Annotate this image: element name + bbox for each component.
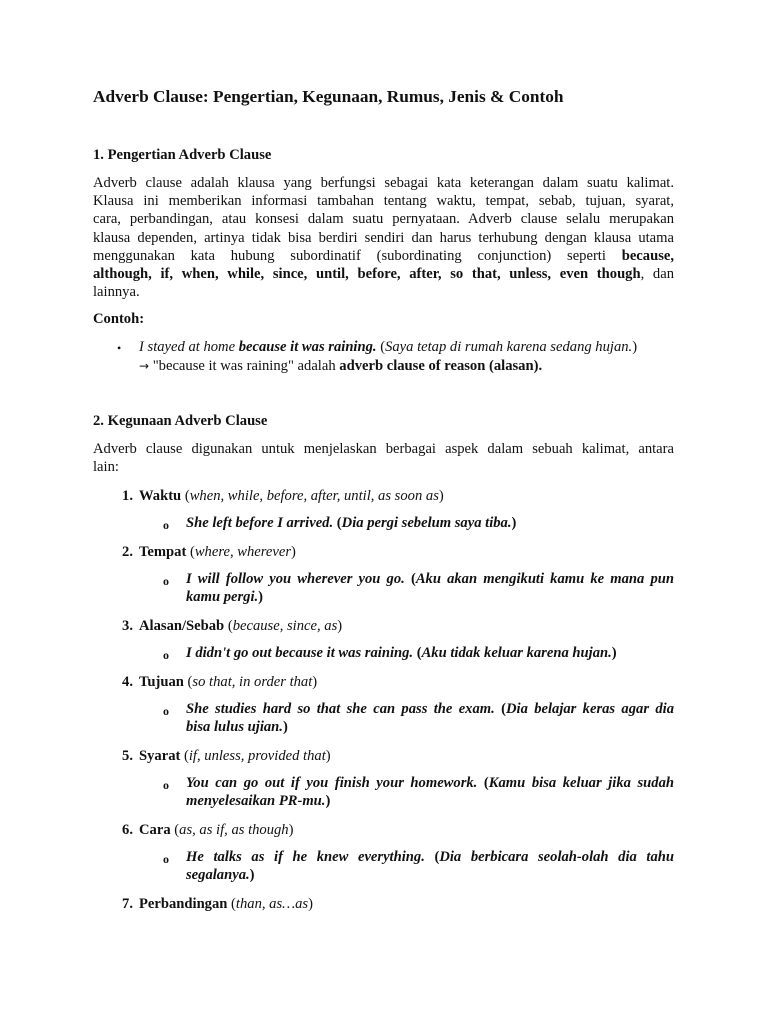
sub-bullet-icon: o: [163, 648, 169, 662]
paren: ): [438, 488, 444, 504]
paren: (: [413, 645, 422, 661]
example-line: [186, 570, 674, 588]
item-number: 2.: [122, 544, 133, 560]
example-tempat: [186, 570, 674, 606]
example-text: I stayed at home: [139, 339, 239, 355]
conjunction-list-start: because,: [621, 247, 674, 264]
example-line: [186, 514, 674, 532]
arrow-right-icon: →: [139, 359, 150, 373]
section-heading-kegunaan: 2. Kegunaan Adverb Clause: [93, 413, 268, 429]
example-translation: kamu pergi.: [186, 589, 259, 606]
item-number: 1.: [122, 488, 133, 504]
item-label: Cara: [139, 822, 171, 838]
example-translation: Kamu bisa keluar jika sudah: [488, 775, 674, 791]
explanation-text: "because it was raining" adalah: [149, 358, 340, 374]
list-item-tujuan: [139, 673, 317, 691]
paren: (: [180, 748, 189, 764]
paren: (: [477, 775, 489, 791]
kegunaan-intro: [93, 440, 674, 476]
paren: ): [632, 339, 638, 355]
paragraph-text: , dan: [640, 265, 675, 282]
paragraph-text: menggunakan kata hubung subordinatif (subordinating conjunction) seperti: [93, 247, 622, 264]
example-translation: segalanya.: [186, 867, 250, 884]
conjunction-list: although, if, when, while, since, until, before, after, so that, unless, even though: [93, 265, 641, 282]
item-number: 7.: [122, 896, 133, 912]
paren: (: [404, 571, 416, 587]
example-alasan: [186, 644, 674, 662]
paren: (: [494, 701, 506, 717]
sub-bullet-icon: o: [163, 852, 169, 866]
paren: (: [170, 822, 180, 838]
paren: ): [337, 618, 343, 634]
item-conjunctions: where, wherever: [194, 544, 292, 560]
example-translation: Dia belajar keras agar dia: [505, 701, 674, 717]
paren: ): [325, 748, 331, 764]
paren: (: [333, 515, 342, 531]
item-number: 4.: [122, 674, 133, 690]
example-line: [186, 644, 674, 662]
paragraph-line: Klausa ini memberikan informasi tambahan tentang waktu, tempat, sebab, tujuan, syarat,: [93, 193, 674, 210]
example-label: Contoh:: [93, 311, 145, 327]
example-text: You can go out if you finish your homework.: [186, 775, 478, 791]
example-line: [186, 774, 674, 792]
example-sentence: [139, 338, 637, 356]
example-translation: Dia pergi sebelum saya tiba.: [341, 515, 512, 531]
item-conjunctions: so that, in order that: [192, 674, 313, 690]
item-number: 5.: [122, 748, 133, 764]
example-translation: Aku akan mengikuti kamu ke mana pun: [415, 571, 674, 587]
item-label: Alasan/Sebab: [139, 618, 225, 634]
item-conjunctions: when, while, before, after, until, as soon as: [189, 488, 439, 504]
example-explanation: [139, 357, 542, 375]
example-text: I will follow you wherever you go.: [186, 571, 405, 587]
paragraph-line: lainnya.: [93, 284, 140, 301]
paragraph-line: [93, 247, 674, 265]
paragraph-line: Adverb clause adalah klausa yang berfungsi sebagai kata keterangan dalam suatu kalimat.: [93, 175, 674, 191]
paren: ): [258, 589, 264, 606]
definition-paragraph: [93, 174, 674, 301]
list-item-tempat: [139, 543, 296, 561]
example-text: He talks as if he knew everything.: [186, 849, 425, 865]
paragraph-line: [93, 265, 674, 283]
paren: (: [181, 488, 190, 504]
example-cara: [186, 848, 674, 884]
example-text: I didn't go out because it was raining.: [186, 645, 414, 661]
example-line: [186, 718, 674, 736]
example-waktu: [186, 514, 674, 532]
paren: ): [249, 867, 255, 884]
item-label: Perbandingan: [139, 896, 228, 912]
item-conjunctions: than, as…as: [235, 896, 309, 912]
list-item-perbandingan: [139, 895, 313, 913]
item-label: Syarat: [139, 748, 181, 764]
list-item-alasan: [139, 617, 342, 635]
paren: ): [511, 515, 517, 531]
sub-bullet-icon: o: [163, 704, 169, 718]
example-translation: menyelesaikan PR-mu.: [186, 793, 326, 810]
paren: ): [312, 674, 318, 690]
item-label: Waktu: [139, 488, 182, 504]
paren: (: [183, 674, 193, 690]
paren: ): [325, 793, 331, 810]
example-translation: bisa lulus ujian.: [186, 719, 283, 736]
sub-bullet-icon: o: [163, 518, 169, 532]
paren: ): [291, 544, 296, 560]
item-conjunctions: if, unless, provided that: [188, 748, 326, 764]
paragraph-line: lain:: [93, 459, 119, 476]
item-label: Tempat: [139, 544, 187, 560]
paren: (: [376, 339, 386, 355]
example-line: [186, 866, 674, 884]
item-number: 3.: [122, 618, 133, 634]
list-item-cara: [139, 821, 293, 839]
paren: (: [424, 849, 440, 865]
paren: ): [611, 645, 617, 661]
example-translation: Dia berbicara seolah-olah dia tahu: [439, 849, 674, 865]
paren: ): [282, 719, 288, 736]
paren: (: [186, 544, 195, 560]
paragraph-line: cara, perbandingan, atau konsesi dalam suatu pernyataan. Adverb clause selalu merupakan: [93, 211, 674, 228]
sub-bullet-icon: o: [163, 574, 169, 588]
item-conjunctions: as, as if, as though: [179, 822, 289, 838]
list-item-syarat: [139, 747, 331, 765]
item-conjunctions: because, since, as: [232, 618, 338, 634]
section-heading-pengertian: 1. Pengertian Adverb Clause: [93, 147, 272, 163]
bullet-icon: •: [117, 341, 122, 355]
paragraph-line: Adverb clause digunakan untuk menjelaskan berbagai aspek dalam sebuah kalimat, antara: [93, 441, 674, 457]
example-text: She left before I arrived.: [186, 515, 334, 531]
example-line: [186, 848, 674, 866]
sub-bullet-icon: o: [163, 778, 169, 792]
example-tujuan: [186, 700, 674, 736]
item-label: Tujuan: [139, 674, 184, 690]
paren: ): [308, 896, 313, 912]
explanation-bold: adverb clause of reason (alasan).: [339, 358, 543, 374]
example-line: [186, 792, 674, 810]
paren: (: [227, 896, 236, 912]
list-item-waktu: [139, 487, 444, 505]
example-line: [186, 588, 674, 606]
page-title: Adverb Clause: Pengertian, Kegunaan, Rumus, Jenis & Contoh: [93, 87, 564, 106]
example-syarat: [186, 774, 674, 810]
paren: (: [224, 618, 233, 634]
example-clause: because it was raining.: [238, 339, 377, 355]
paragraph-line: klausa dependen, artinya tidak bisa berdiri sendiri dan harus terhubung dengan klausa utama: [93, 229, 674, 246]
example-translation: Aku tidak keluar karena hujan.: [421, 645, 612, 661]
example-text: She studies hard so that she can pass the exam.: [186, 701, 495, 717]
example-translation: Saya tetap di rumah karena sedang hujan.: [385, 339, 633, 355]
item-number: 6.: [122, 822, 133, 838]
example-line: [186, 700, 674, 718]
paren: ): [288, 822, 294, 838]
